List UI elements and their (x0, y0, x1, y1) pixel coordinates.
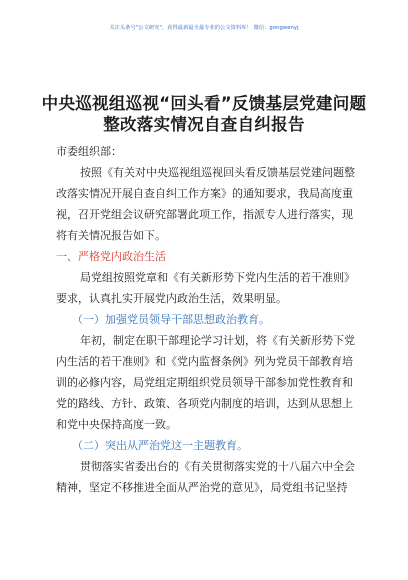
intro-line: 将有关情况报告如下。 (56, 229, 166, 242)
section-paragraph-line: 要求，认真扎实开展党内政治生活，效果明显。 (56, 292, 287, 305)
document-title-line2: 整改落实情况自查自纠报告 (103, 115, 305, 134)
intro-line: 视，召开党组会议研究部署此项工作，指派专人进行落实，现 (56, 208, 353, 221)
promo-banner: 关注头条号"公文研究"，获得最新最全最专业的公文资料库！ 微信：gongwenyj (109, 25, 299, 31)
intro-line: 改落实情况开展自查自纠工作方案》的通知要求，我局高度重 (56, 187, 353, 200)
subsection-paragraph-line: 年初，制定在职干部理论学习计划，将《有关新形势下党 (80, 334, 355, 347)
subsection-paragraph-line: 训的必修内容，局党组定期组织党员领导干部参加党性教育和 (56, 376, 353, 389)
subsection-paragraph-line: 内生活的若干准则》和《党内监督条例》列为党员干部教育培 (56, 355, 353, 368)
intro-line: 按照《有关对中央巡视组巡视回头看反馈基层党建问题整 (80, 166, 355, 179)
salutation: 市委组织部： (56, 145, 122, 158)
section-heading: 一、严格党内政治生活 (56, 250, 166, 263)
subsection-paragraph-line: 党的路线、方针、政策、各项党内制度的培训，达到从思想上 (56, 397, 353, 410)
document-title-line1: 中央巡视组巡视“回头看”反馈基层党建问题 (41, 94, 367, 113)
section-paragraph-line: 局党组按照党章和《有关新形势下党内生活的若干准则》 (80, 271, 355, 284)
subsection-heading: （二）突出从严治党这一主题教育。 (72, 439, 248, 452)
subsection-paragraph-line: 精神，坚定不移推进全面从严治党的意见》，局党组书记坚持 (56, 481, 348, 494)
subsection-paragraph-line: 贯彻落实省委出台的《有关贯彻落实党的十八届六中全会 (80, 460, 355, 473)
subsection-heading: （一）加强党员领导干部思想政治教育。 (72, 313, 270, 326)
subsection-paragraph-line: 和党中央保持高度一致。 (56, 418, 177, 431)
